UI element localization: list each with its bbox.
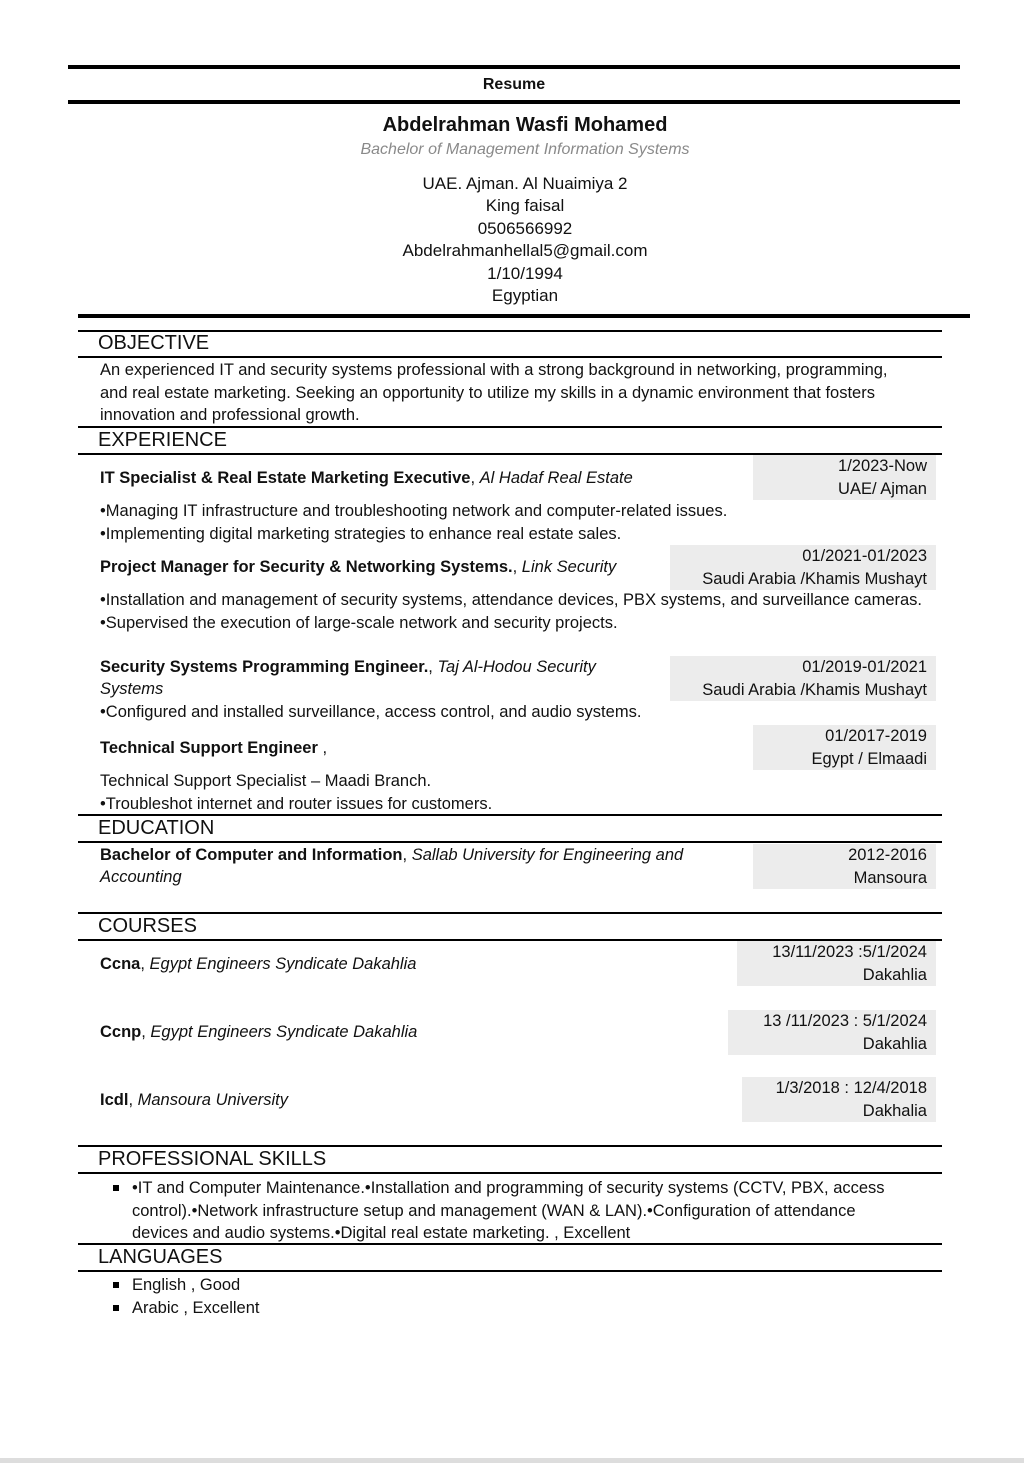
- course-title: Ccna, Egypt Engineers Syndicate Dakahlia: [100, 955, 417, 973]
- languages-rule-top: [78, 1243, 942, 1245]
- job-date-box: 01/2021-01/2023 Saudi Arabia /Khamis Mushayt: [670, 545, 936, 590]
- header-bottom-rule: [78, 314, 970, 318]
- email: Abdelrahmanhellal5@gmail.com: [402, 241, 648, 261]
- contact-block: [68, 173, 982, 307]
- date-of-birth: 1/10/1994: [487, 263, 563, 283]
- courses-heading: COURSES: [98, 915, 197, 937]
- objective-heading: OBJECTIVE: [98, 332, 210, 354]
- job-title: Security Systems Programming Engineer., Taj Al-Hodou Security Systems: [100, 658, 596, 698]
- course-date-box: 13 /11/2023 : 5/1/2024 Dakahlia: [728, 1010, 936, 1055]
- skills-heading: PROFESSIONAL SKILLS: [98, 1148, 327, 1170]
- experience-heading: EXPERIENCE: [98, 429, 227, 451]
- job-title: Technical Support Engineer ,: [100, 739, 328, 757]
- course-title: Icdl, Mansoura University: [100, 1091, 288, 1109]
- job-description: Technical Support Specialist – Maadi Branch. •Troubleshot internet and router issues for customers.: [100, 772, 493, 813]
- title-rule: [68, 100, 960, 104]
- address-line-1: UAE. Ajman. Al Nuaimiya 2: [422, 174, 628, 193]
- job-description: •Configured and installed surveillance, access control, and audio systems.: [100, 703, 642, 721]
- job-description: •Installation and management of security systems, attendance devices, PBX systems, and surveillance cameras. •Supervised the execution of large-scale network and security projects.: [100, 591, 923, 632]
- course-date-box: 1/3/2018 : 12/4/2018 Dakhalia: [742, 1077, 936, 1122]
- education-rule-bottom: [78, 841, 942, 843]
- address-line-2: King faisal: [485, 196, 565, 216]
- education-rule-top: [78, 814, 942, 816]
- candidate-name: Abdelrahman Wasfi Mohamed: [382, 114, 668, 136]
- document-title: Resume: [482, 76, 546, 93]
- course-title: Ccnp, Egypt Engineers Syndicate Dakahlia: [100, 1023, 418, 1041]
- skills-rule-bottom: [78, 1172, 942, 1174]
- education-heading: EDUCATION: [98, 817, 215, 839]
- phone: 0506566992: [477, 218, 573, 238]
- page-edge-shadow: [0, 1458, 1024, 1463]
- job-date-box: 01/2019-01/2021 Saudi Arabia /Khamis Mushayt: [670, 656, 936, 701]
- languages-heading: LANGUAGES: [98, 1246, 223, 1268]
- candidate-degree: Bachelor of Management Information Systems: [360, 141, 690, 158]
- job-description: •Managing IT infrastructure and troubleshooting network and computer-related issues. •Implementing digital marketing strategies to enhance real estate sales.: [100, 502, 728, 543]
- education-date-box: 2012-2016 Mansoura: [753, 844, 936, 889]
- nationality: Egyptian: [491, 286, 559, 306]
- experience-rule-top: [78, 426, 942, 428]
- course-date-box: 13/11/2023 :5/1/2024 Dakahlia: [737, 941, 936, 986]
- list-item: Arabic , Excellent: [100, 1297, 600, 1320]
- list-item: •IT and Computer Maintenance.•Installation and programming of security systems (CCTV, PBX, access control).•Network infrastructure setup and management (WAN & LAN).•Configuration of attendance devices and audio systems.•Digital real estate marketing. , Excellent: [100, 1177, 910, 1245]
- objective-rule-bottom: [78, 356, 942, 358]
- courses-rule-top: [78, 912, 942, 914]
- languages-list: [100, 1274, 600, 1319]
- skills-rule-top: [78, 1145, 942, 1147]
- languages-rule-bottom: [78, 1270, 942, 1272]
- list-item: English , Good: [100, 1274, 600, 1297]
- job-title: Project Manager for Security & Networking Systems., Link Security: [100, 558, 617, 576]
- skills-list: [100, 1177, 910, 1245]
- top-rule: [68, 65, 960, 69]
- job-title: IT Specialist & Real Estate Marketing Executive, Al Hadaf Real Estate: [100, 469, 633, 487]
- objective-text: An experienced IT and security systems professional with a strong background in networking, programming, and real estate marketing. Seeking an opportunity to utilize my skills in a dynamic environment that fosters innovation and professional growth.: [100, 361, 888, 424]
- job-date-box: 01/2017-2019 Egypt / Elmaadi: [753, 725, 936, 770]
- job-date-box: 1/2023-Now UAE/ Ajman: [753, 455, 936, 500]
- education-title: Bachelor of Computer and Information, Sallab University for Engineering and Accounting: [100, 846, 684, 886]
